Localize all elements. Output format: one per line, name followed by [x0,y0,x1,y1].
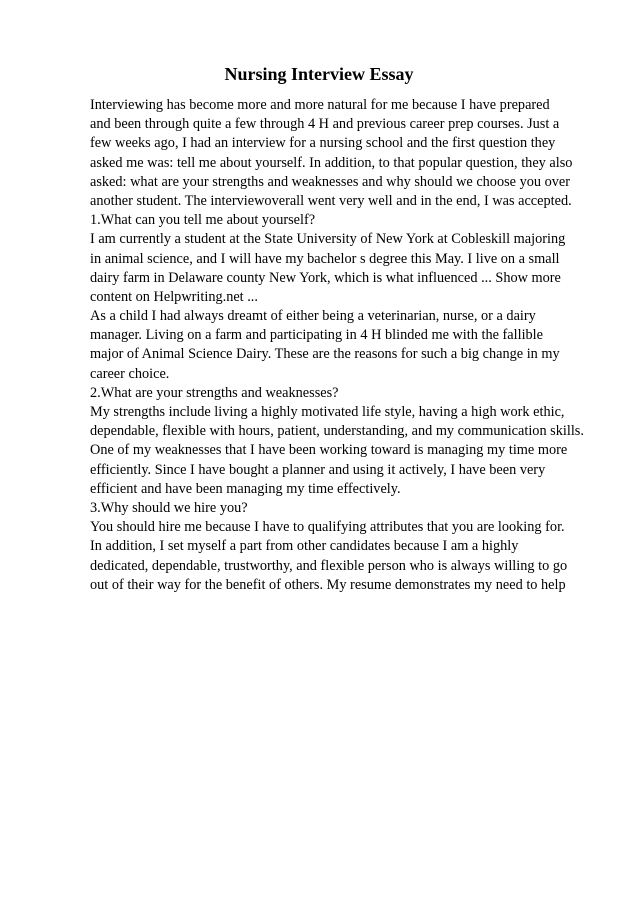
body-line: content on Helpwriting.net ... [90,288,258,305]
body-line: dependable, flexible with hours, patient, understanding, and my communication skills. [90,423,584,440]
body-line: asked me was: tell me about yourself. In addition, to that popular question, they also [90,154,573,171]
body-line: out of their way for the benefit of others. My resume demonstrates my need to help [90,576,566,593]
body-line: another student. The interviewoverall went very well and in the end, I was accepted. [90,192,572,209]
body-line: In addition, I set myself a part from other candidates because I am a highly [90,538,519,555]
body-line: You should hire me because I have to qualifying attributes that you are looking for. [90,519,565,536]
question-heading-3: 3.Why should we hire you? [90,499,248,516]
body-line: efficiently. Since I have bought a planner and using it actively, I have been very [90,461,546,478]
body-line: major of Animal Science Dairy. These are the reasons for such a big change in my [90,346,560,363]
body-line: in animal science, and I will have my bachelor s degree this May. I live on a small [90,250,560,267]
body-line: career choice. [90,365,170,382]
question-heading-1: 1.What can you tell me about yourself? [90,212,316,229]
body-line: efficient and have been managing my time effectively. [90,480,401,497]
question-heading-2: 2.What are your strengths and weaknesses? [90,384,339,401]
body-line: dedicated, dependable, trustworthy, and flexible person who is always willing to go [90,557,568,574]
body-line: few weeks ago, I had an interview for a nursing school and the first question they [90,135,556,152]
body-line: One of my weaknesses that I have been working toward is managing my time more [90,442,568,459]
body-line: asked: what are your strengths and weaknesses and why should we choose you over [90,173,571,190]
body-line: I am currently a student at the State University of New York at Cobleskill majoring [90,231,566,248]
body-line: Interviewing has become more and more natural for me because I have prepared [90,97,550,113]
body-line: manager. Living on a farm and participating in 4 H blinded me with the fallible [90,327,544,344]
body-line: My strengths include living a highly motivated life style, having a high work ethic, [90,404,565,420]
document-title: Nursing Interview Essay [224,64,414,84]
body-line: As a child I had always dreamt of either being a veterinarian, nurse, or a dairy [90,308,536,325]
document-body [90,96,610,595]
body-line: and been through quite a few through 4 H and previous career prep courses. Just a [90,116,560,133]
body-line: dairy farm in Delaware county New York, which is what influenced ... Show more [90,269,561,286]
